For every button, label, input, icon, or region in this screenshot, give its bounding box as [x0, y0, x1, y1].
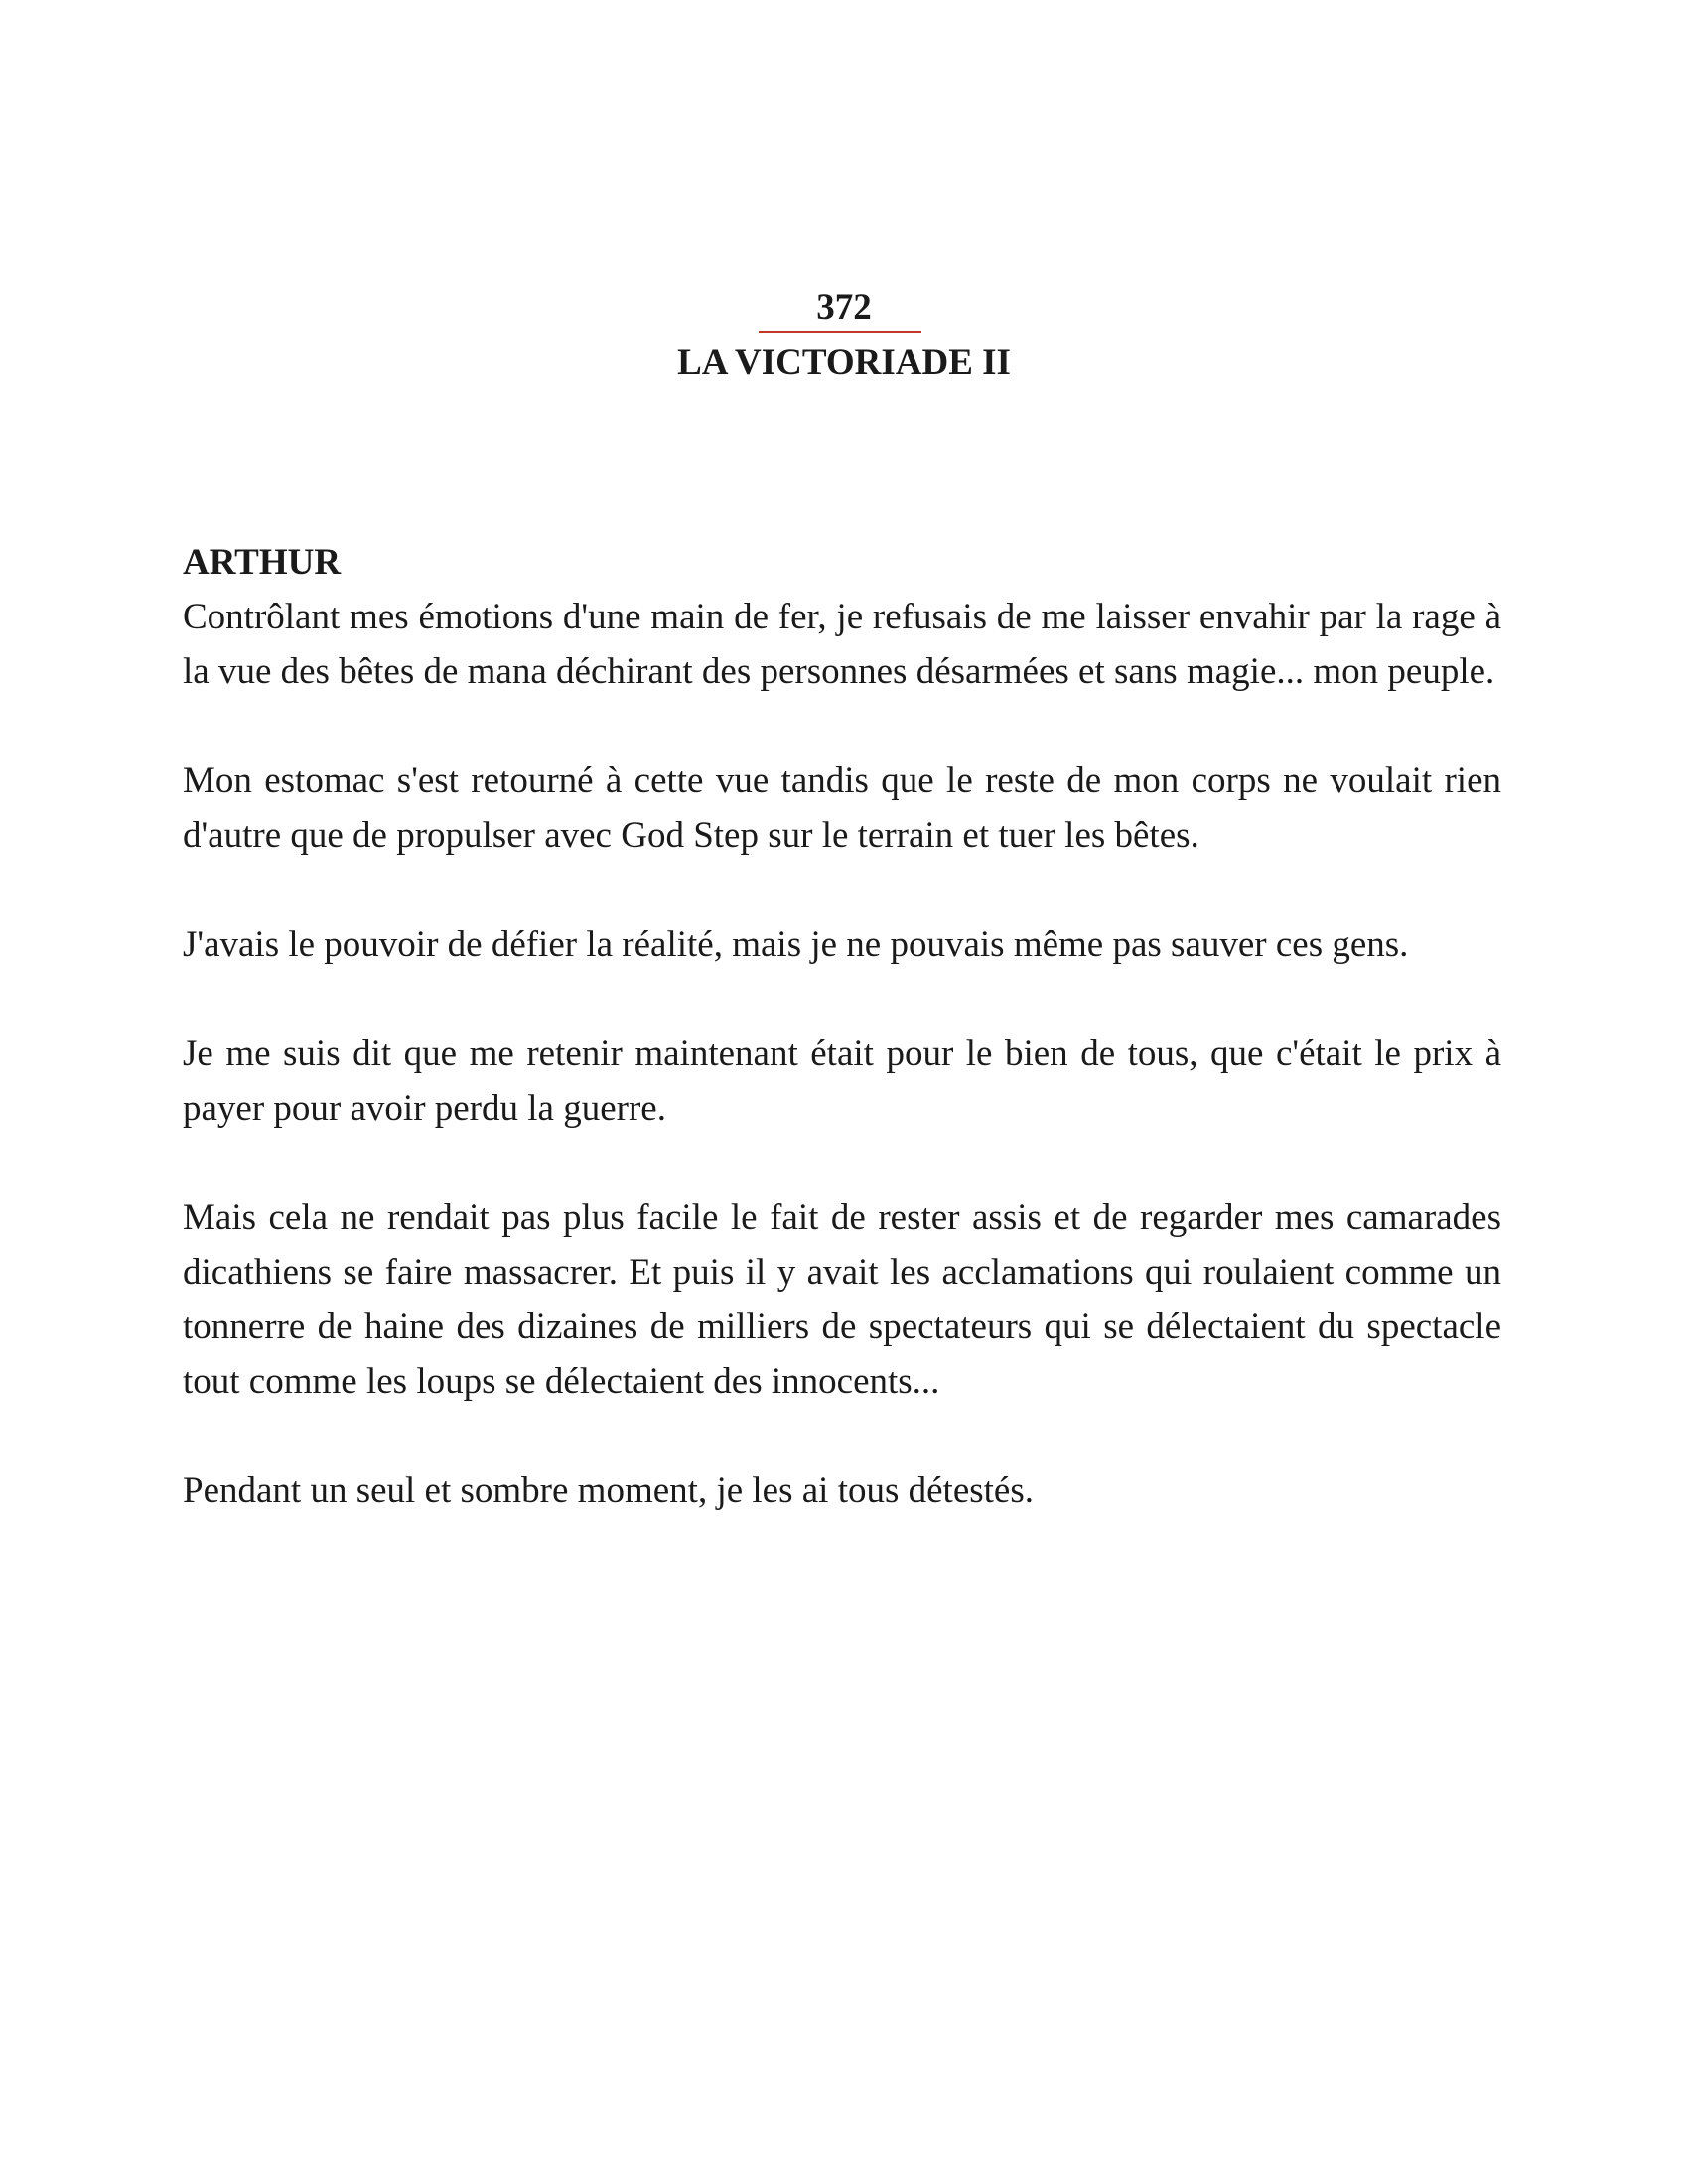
chapter-number: 372	[816, 287, 872, 328]
speaker-heading: ARTHUR	[183, 542, 342, 583]
paragraph: Je me suis dit que me retenir maintenant était pour le bien de tous, que c'était le prix à payer pour avoir perdu la guerre.	[183, 1033, 1501, 1129]
chapter-title: LA VICTORIADE II	[677, 342, 1011, 383]
paragraph: J'avais le pouvoir de défier la réalité, mais je ne pouvais même pas sauver ces gens.	[183, 924, 1409, 965]
paragraph: Contrôlant mes émotions d'une main de fer, je refusais de me laisser envahir par la rage à la vue des bêtes de mana déchirant des personnes désarmées et sans magie... mon peuple.	[183, 597, 1501, 692]
paragraph: Mon estomac s'est retourné à cette vue tandis que le reste de mon corps ne voulait rien d'autre que de propulser avec God Step sur le terrain et tuer les bêtes.	[183, 760, 1501, 856]
chapter-number-underline	[759, 331, 921, 333]
chapter-body	[183, 535, 1501, 1518]
paragraph: Pendant un seul et sombre moment, je les ai tous détestés.	[183, 1470, 1034, 1511]
paragraph: Mais cela ne rendait pas plus facile le fait de rester assis et de regarder mes camarades dicathiens se faire massacrer. Et puis il y avait les acclamations qui roulaient comme un tonnerre de haine des dizaines de milliers de spectateurs qui se délectaient du spectacle tout comme les loups se délectaient des innocents...	[183, 1197, 1501, 1402]
